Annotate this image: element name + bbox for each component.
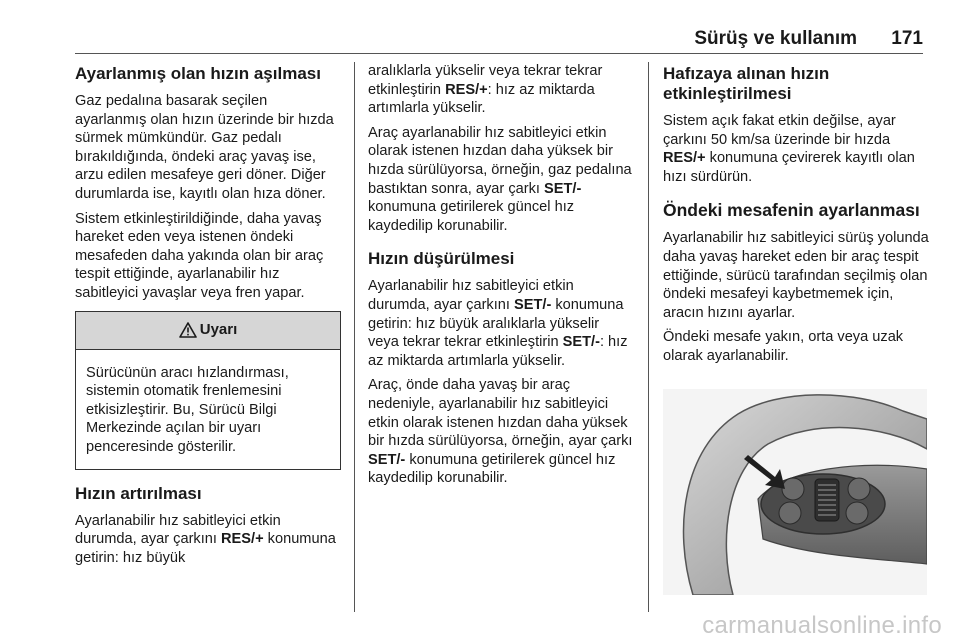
column-3 — [663, 62, 929, 372]
column-2 — [368, 62, 634, 494]
column-divider — [354, 62, 355, 612]
warning-text: Sürücünün aracı hızlandırması, sistemin otomatik frenlemesini etkisizleştirir. Bu, Sürücü Bilgi Merkezinde açılan bir uyarı penceresinde gösterilir. — [86, 364, 289, 455]
heading-exceeding-speed: Ayarlanmış olan hızın aşılması — [75, 64, 321, 83]
warning-header — [76, 312, 340, 350]
section-title: Sürüş ve kullanım — [694, 28, 857, 49]
paragraph: Ayarlanabilir hız sabitleyici etkin durumda, ayar çarkını SET/- konumuna getirin: hız büyük aralıklarla yükselir veya tekrar tekrar etkinleştirin SET/-: hız az miktarda artımlarla yükselir. — [368, 278, 628, 369]
heading-increase-speed: Hızın artırılması — [75, 483, 202, 503]
column-divider — [648, 62, 649, 612]
paragraph: Sistem etkinleştirildiğinde, daha yavaş hareket eden veya istenen öndeki mesafeden daha yakında olan bir araç tespit ettiğinde, ayarlanabilir hız sabitleyici yavaşlar veya fren yapar. — [75, 210, 324, 301]
paragraph: Öndeki mesafe yakın, orta veya uzak olarak ayarlanabilir. — [663, 329, 904, 364]
paragraph: Araç ayarlanabilir hız sabitleyici etkin olarak istenen hızdan daha yüksek bir hızda sürülüyorsa, örneğin, gaz pedalına bastıktan sonra, ayar çarkı SET/- konumuna getirilerek güncel hız kaydedilip korunabilir. — [368, 124, 632, 234]
steering-wheel-drawing — [663, 389, 927, 595]
warning-box — [75, 311, 341, 470]
column-1 — [75, 62, 341, 573]
steering-wheel-illustration — [663, 389, 927, 595]
page-header — [75, 28, 923, 52]
heading-decrease-speed: Hızın düşürülmesi — [368, 249, 515, 269]
heading-following-distance: Öndeki mesafenin ayarlanması — [663, 200, 920, 221]
header-rule — [75, 53, 923, 54]
paragraph: Araç, önde daha yavaş bir araç nedeniyle, ayarlanabilir hız sabitleyici etkin olarak istenen hızdan daha yüksek bir hızda sürülüyorsa, örneğin, ayar çarkı SET/- konumuna getirilerek güncel hız kaydedilip korunabilir. — [368, 377, 633, 487]
heading-resume-speed: Hafızaya alınan hızın etkinleştirilmesi — [663, 64, 830, 103]
warning-triangle-icon — [179, 322, 197, 338]
watermark: carmanualsonline.info — [702, 612, 942, 639]
paragraph: Ayarlanabilir hız sabitleyici etkin durumda, ayar çarkını RES/+ konumuna getirin: hız büyük — [75, 512, 336, 566]
paragraph: Gaz pedalına basarak seçilen ayarlanmış olan hızın üzerinde bir hızda sürmek mümkündür. Gaz pedalı bırakıldığında, öndeki araç yavaş ise, arzu edilen mesafeye geri döner. Diğer durumlarda ise, kayıtlı olan hıza döner. — [75, 93, 334, 202]
paragraph: Sistem açık fakat etkin değilse, ayar çarkını 50 km/sa üzerinde bir hızda RES/+ konumuna çevirerek kayıtlı olan hızı sürdürün. — [663, 113, 915, 185]
page-number: 171 — [891, 28, 923, 49]
warning-title: Uyarı — [199, 320, 238, 338]
paragraph: aralıklarla yükselir veya tekrar tekrar etkinleştirin RES/+: hız az miktarda artımlarla yükselir. — [368, 63, 603, 117]
paragraph: Ayarlanabilir hız sabitleyici sürüş yolunda daha yavaş hareket eden bir araç tespit ettiğinde, sürücü tarafından seçilmiş olan öndeki mesafeyi kaybetmemek için, aracın hızını ayarlar. — [663, 230, 929, 321]
